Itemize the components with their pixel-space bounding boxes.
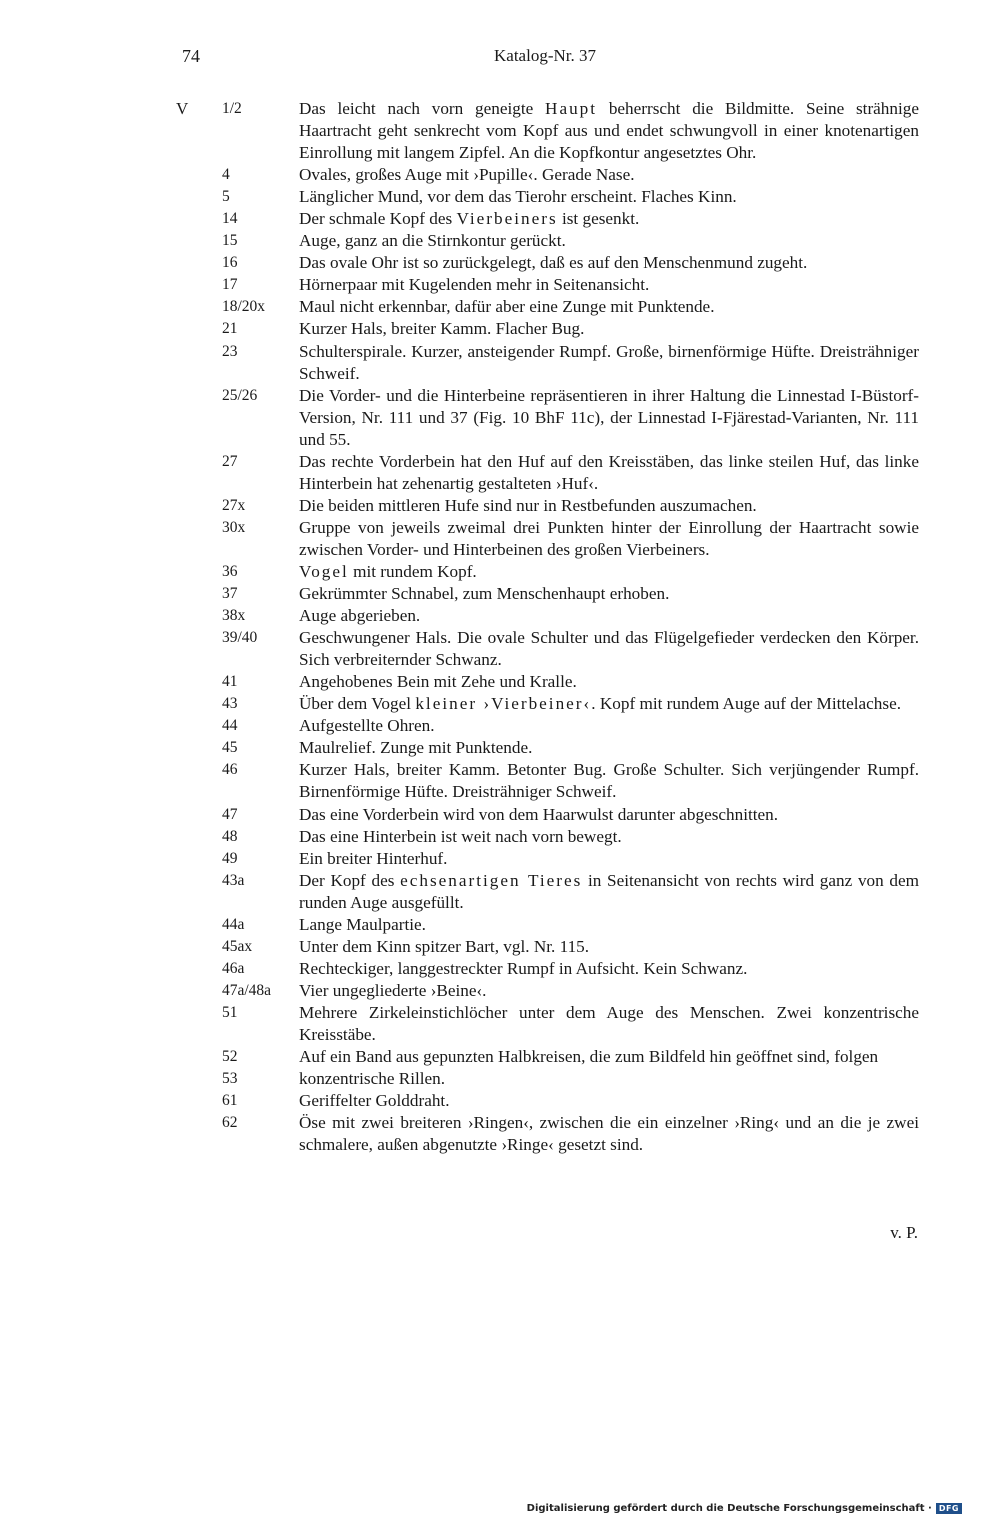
emphasized-term: Vierbeiners <box>456 209 558 229</box>
entry-number: 27x <box>222 496 246 514</box>
entry-number: 62 <box>222 1114 238 1132</box>
entry-description <box>299 1046 919 1068</box>
running-head: Katalog-Nr. 37 <box>494 46 596 65</box>
text-segment: Der schmale Kopf des <box>299 209 457 229</box>
entry-number: 44a <box>222 915 245 933</box>
catalog-entry <box>222 583 922 605</box>
entry-number: 46 <box>222 761 238 779</box>
entry-description <box>299 1068 919 1090</box>
footer-credit-text: Digitalisierung gefördert durch die Deutsche Forschungsgemeinschaft · <box>526 1503 932 1514</box>
footer-credit <box>527 1503 962 1514</box>
entry-number: 17 <box>222 276 238 294</box>
entry-description <box>299 737 919 759</box>
catalog-entry <box>222 693 922 715</box>
entry-number: 18/20x <box>222 298 266 316</box>
entry-description <box>299 1002 919 1046</box>
catalog-entry <box>222 341 922 385</box>
entry-number: 39/40 <box>222 629 258 647</box>
entry-number: 25/26 <box>222 386 258 404</box>
catalog-entry <box>222 296 922 318</box>
entry-number: 37 <box>222 585 238 603</box>
entry-description <box>299 980 919 1002</box>
entry-number: 47 <box>222 805 238 823</box>
catalog-entry <box>222 804 922 826</box>
entry-number: 43a <box>222 871 245 889</box>
catalog-entry <box>222 627 922 671</box>
entry-number: 27 <box>222 452 238 470</box>
entry-number: 1/2 <box>222 100 242 117</box>
entry-description <box>299 958 919 980</box>
entry-number: 41 <box>222 673 238 691</box>
author-signature: v. P. <box>890 1223 918 1242</box>
catalog-entry <box>222 1090 922 1112</box>
catalog-entry <box>222 1002 922 1046</box>
text-segment: Lange Maulpartie. <box>299 914 426 934</box>
entry-number: 45 <box>222 739 238 757</box>
catalog-entry <box>222 737 922 759</box>
entry-description <box>299 759 919 803</box>
entry-description <box>299 230 919 252</box>
catalog-entry <box>222 274 922 296</box>
entry-number: 14 <box>222 210 238 228</box>
text-segment: Auf ein Band aus gepunzten Halbkreisen, die zum Bildfeld hin geöffnet sind, folgen <box>299 1047 879 1067</box>
catalog-entry <box>222 715 922 737</box>
text-segment: beherrscht die Bildmitte. Seine strähnige Haartracht geht senkrecht vom Kopf aus und endet schwungvoll in einer knotenartigen Einrollung mit langem Zipfel. An die Kopfkontur angesetztes Ohr. <box>299 99 919 163</box>
catalog-entry <box>222 870 922 914</box>
text-segment: ist gesenkt. <box>557 209 640 229</box>
catalog-entry <box>222 914 922 936</box>
text-segment: Ein breiter Hinterhuf. <box>299 848 448 868</box>
section-label: V <box>176 99 189 118</box>
entry-description <box>299 804 919 826</box>
entry-description <box>299 1112 919 1156</box>
catalog-entry <box>222 208 922 230</box>
catalog-entry <box>222 1068 922 1090</box>
text-segment: Aufgestellte Ohren. <box>299 716 435 736</box>
entry-description <box>299 341 919 385</box>
entry-number: 43 <box>222 695 238 713</box>
catalog-entry <box>222 318 922 340</box>
entry-number: 23 <box>222 342 238 360</box>
text-segment: Gruppe von jeweils zweimal drei Punkten hinter der Einrollung der Haartracht sowie zwischen Vorder- und Hinterbeinen des großen Vierbeiners. <box>299 517 919 559</box>
catalog-entry <box>222 605 922 627</box>
text-segment: Das ovale Ohr ist so zurückgelegt, daß es auf den Menschenmund zugeht. <box>299 253 808 273</box>
entry-description <box>299 605 919 627</box>
entry-number: 51 <box>222 1003 238 1021</box>
dfg-logo: DFG <box>936 1503 962 1514</box>
text-segment: Rechteckiger, langgestreckter Rumpf in Aufsicht. Kein Schwanz. <box>299 958 748 978</box>
text-segment: Schulterspirale. Kurzer, ansteigender Rumpf. Große, birnenförmige Hüfte. Dreisträhniger Schweif. <box>299 341 919 383</box>
catalog-entry <box>222 671 922 693</box>
entry-number: 46a <box>222 959 245 977</box>
catalog-entry <box>222 385 922 451</box>
entry-number: 15 <box>222 232 238 250</box>
text-segment: Maul nicht erkennbar, dafür aber eine Zunge mit Punktende. <box>299 297 715 317</box>
entry-description <box>299 208 919 230</box>
text-segment: Das eine Hinterbein ist weit nach vorn bewegt. <box>299 826 622 846</box>
entry-description <box>299 826 919 848</box>
text-segment: Maulrelief. Zunge mit Punktende. <box>299 738 533 758</box>
text-segment: Über dem Vogel <box>299 694 416 714</box>
entry-description <box>299 936 919 958</box>
entry-description <box>299 715 919 737</box>
entry-description <box>299 870 919 914</box>
entry-description <box>299 274 919 296</box>
emphasized-term: Haupt <box>545 99 598 118</box>
text-segment: Öse mit zwei breiteren ›Ringen‹, zwischen die ein einzelner ›Ring‹ und an die je zwei schmalere, außen abgenutzte ›Ringe‹ gesetzt sind. <box>299 1113 919 1155</box>
text-segment: mit rundem Kopf. <box>348 561 477 581</box>
page-number: 74 <box>182 46 200 66</box>
catalog-entries <box>222 98 922 1156</box>
text-segment: Ovales, großes Auge mit ›Pupille‹. Gerade Nase. <box>299 165 635 185</box>
catalog-entry <box>222 164 922 186</box>
text-segment: konzentrische Rillen. <box>299 1069 446 1089</box>
catalog-entry <box>222 1046 922 1068</box>
entry-number: 48 <box>222 827 238 845</box>
entry-number: 49 <box>222 849 238 867</box>
entry-number: 5 <box>222 188 230 206</box>
catalog-entry <box>222 759 922 803</box>
entry-description <box>299 186 919 208</box>
text-segment: in Seitenansicht von rechts wird ganz von dem runden Auge ausgefüllt. <box>299 870 920 912</box>
entry-description <box>299 561 919 583</box>
catalog-entry <box>222 451 922 495</box>
entry-description <box>299 1090 919 1112</box>
entry-description <box>299 914 919 936</box>
entry-description <box>299 296 919 318</box>
entry-number: 44 <box>222 717 238 735</box>
entry-description <box>299 385 919 451</box>
entry-description <box>299 98 919 164</box>
text-segment: . Kopf mit rundem Auge auf der Mittelachse. <box>591 694 902 714</box>
entry-description <box>299 583 919 605</box>
entry-number: 30x <box>222 518 246 536</box>
text-segment: Geschwungener Hals. Die ovale Schulter und das Flügelgefieder verdecken den Körper. Sich verbreiternder Schwanz. <box>299 628 919 670</box>
emphasized-term: echsenartigen Tieres <box>400 870 583 890</box>
catalog-entry <box>222 517 922 561</box>
text-segment: Auge abgerieben. <box>299 606 421 626</box>
entry-description <box>299 164 919 186</box>
catalog-entry <box>222 252 922 274</box>
catalog-entry <box>222 936 922 958</box>
entry-number: 53 <box>222 1070 238 1088</box>
entry-description <box>299 627 919 671</box>
entry-description <box>299 451 919 495</box>
emphasized-term: kleiner ›Vierbeiner‹ <box>415 694 592 714</box>
entry-number: 4 <box>222 166 230 184</box>
text-segment: Geriffelter Golddraht. <box>299 1091 450 1111</box>
text-segment: Angehobenes Bein mit Zehe und Kralle. <box>299 672 577 692</box>
text-segment: Gekrümmter Schnabel, zum Menschenhaupt erhoben. <box>299 584 670 604</box>
emphasized-term: Vogel <box>299 561 349 581</box>
entry-description <box>299 517 919 561</box>
catalog-entry <box>222 98 922 164</box>
entry-description <box>299 495 919 517</box>
catalog-entry <box>222 561 922 583</box>
catalog-entry <box>222 958 922 980</box>
catalog-entry <box>222 826 922 848</box>
text-segment: Der Kopf des <box>299 870 401 890</box>
entry-number: 45ax <box>222 937 253 955</box>
catalog-entry <box>222 980 922 1002</box>
entry-number: 21 <box>222 320 238 338</box>
entry-description <box>299 693 919 715</box>
text-segment: Mehrere Zirkeleinstichlöcher unter dem Auge des Menschen. Zwei konzentrische Kreisstäbe. <box>299 1002 919 1044</box>
text-segment: Das eine Vorderbein wird von dem Haarwulst darunter abgeschnitten. <box>299 804 779 824</box>
text-segment: Unter dem Kinn spitzer Bart, vgl. Nr. 115. <box>299 936 590 956</box>
text-segment: Das leicht nach vorn geneigte <box>299 99 546 118</box>
text-segment: Länglicher Mund, vor dem das Tierohr erscheint. Flaches Kinn. <box>299 187 737 207</box>
text-segment: Die beiden mittleren Hufe sind nur in Restbefunden auszumachen. <box>299 495 757 515</box>
entry-number: 36 <box>222 562 238 580</box>
text-segment: Vier ungegliederte ›Beine‹. <box>299 980 487 1000</box>
entry-description <box>299 252 919 274</box>
text-segment: Das rechte Vorderbein hat den Huf auf den Kreisstäben, das linke steilen Huf, das linke Hinterbein hat zehenartig gestalteten ›Huf‹. <box>299 451 919 493</box>
text-segment: Kurzer Hals, breiter Kamm. Betonter Bug. Große Schulter. Sich verjüngender Rumpf. Birnenförmige Hüfte. Dreisträhniger Schweif. <box>299 760 919 802</box>
text-segment: Auge, ganz an die Stirnkontur gerückt. <box>299 231 566 251</box>
entry-number: 47a/48a <box>222 981 272 999</box>
text-segment: Hörnerpaar mit Kugelenden mehr in Seitenansicht. <box>299 275 650 295</box>
catalog-entry <box>222 230 922 252</box>
entry-number: 38x <box>222 607 246 625</box>
entry-description <box>299 671 919 693</box>
entry-number: 16 <box>222 254 238 272</box>
catalog-entry <box>222 186 922 208</box>
catalog-entry <box>222 1112 922 1156</box>
text-segment: Kurzer Hals, breiter Kamm. Flacher Bug. <box>299 319 585 339</box>
entry-number: 52 <box>222 1048 238 1066</box>
entry-description <box>299 318 919 340</box>
catalog-entry <box>222 495 922 517</box>
entry-description <box>299 848 919 870</box>
catalog-entry <box>222 848 922 870</box>
text-segment: Die Vorder- und die Hinterbeine repräsentieren in ihrer Haltung die Linnestad I-Büstorf-Version, Nr. 111 und 37 (Fig. 10 BhF 11c), der Linnestad I-Fjärestad-Varianten, Nr. 111 und 55. <box>299 385 919 449</box>
entry-number: 61 <box>222 1092 238 1110</box>
